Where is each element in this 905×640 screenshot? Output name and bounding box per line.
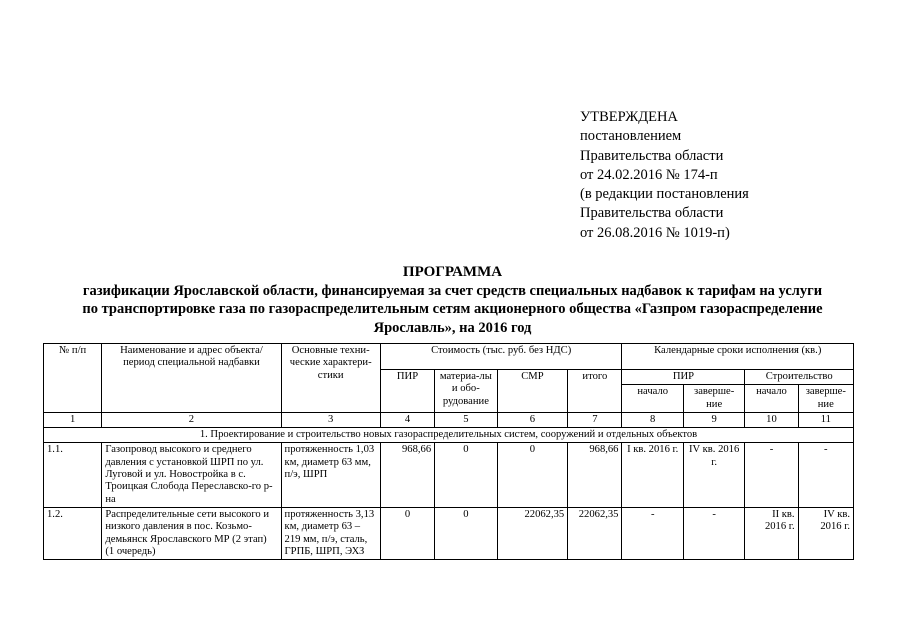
- column-number: 9: [683, 412, 744, 427]
- table-row: [44, 507, 854, 559]
- header-materials: материа-лы и обо-рудование: [435, 370, 497, 413]
- approval-line: от 24.02.2016 № 174-п: [580, 166, 718, 183]
- approval-line: Правительства области: [580, 147, 724, 164]
- header-pir-start: начало: [622, 385, 683, 413]
- header-total: итого: [568, 370, 622, 413]
- row-name: Газопровод высокого и среднего давления с установкой ШРП по ул. Луговой и ул. Новостройка в с. Троицкая Слобода Переславско-го р-на: [102, 443, 281, 507]
- row-total: 22062,35: [568, 507, 622, 559]
- header-num: № п/п: [44, 344, 102, 413]
- column-number: 8: [622, 412, 683, 427]
- program-table: [43, 343, 854, 560]
- column-number: 5: [435, 412, 497, 427]
- document-title: [40, 263, 865, 337]
- header-construction-group: Строительство: [745, 370, 854, 385]
- header-name: Наименование и адрес объекта/ период специальной надбавки: [102, 344, 281, 413]
- title-subline: по транспортировке газа по газораспределительным сетям акционерного общества «Газпром газораспределение: [82, 301, 823, 317]
- column-number: 10: [745, 412, 798, 427]
- row-materials: 0: [435, 507, 497, 559]
- row-construction-end: -: [798, 443, 853, 507]
- header-characteristics: Основные техни-ческие характери-стики: [281, 344, 380, 413]
- row-characteristics: протяженность 1,03 км, диаметр 63 мм, п/э, ШРП: [281, 443, 380, 507]
- row-smr: 0: [497, 443, 568, 507]
- row-pir-start: -: [622, 507, 683, 559]
- approval-line: от 26.08.2016 № 1019-п): [580, 224, 730, 241]
- header-construction-end: заверше-ние: [798, 385, 853, 413]
- header-pir-group: ПИР: [622, 370, 745, 385]
- title-subline: газификации Ярославской области, финансируемая за счет средств специальных надбавок к тарифам на услуги: [82, 282, 823, 299]
- column-number: 11: [798, 412, 853, 427]
- section-title: 1. Проектирование и строительство новых газораспределительных систем, сооружений и отдельных объектов: [44, 428, 854, 443]
- approval-line: (в редакции постановления: [580, 186, 749, 203]
- row-materials: 0: [435, 443, 497, 507]
- column-number: 1: [44, 412, 102, 427]
- column-number: 4: [380, 412, 434, 427]
- row-characteristics: протяженность 3,13 км, диаметр 63 – 219 мм, п/э, сталь, ГРПБ, ШРП, ЭХЗ: [281, 507, 380, 559]
- approval-block: [580, 108, 749, 243]
- row-total: 968,66: [568, 443, 622, 507]
- approval-line: постановлением: [580, 128, 682, 145]
- column-number: 3: [281, 412, 380, 427]
- row-pir: 968,66: [380, 443, 434, 507]
- row-construction-start: II кв. 2016 г.: [745, 507, 798, 559]
- column-number-row: [44, 412, 854, 427]
- column-number: 6: [497, 412, 568, 427]
- column-number: 7: [568, 412, 622, 427]
- approval-line: УТВЕРЖДЕНА: [580, 109, 678, 125]
- header-pir: ПИР: [380, 370, 434, 413]
- column-number: 2: [102, 412, 281, 427]
- row-name: Распределительные сети высокого и низкого давления в пос. Козьмо-демьянск Ярославского МР (2 этап) (1 очередь): [102, 507, 281, 559]
- title-main: ПРОГРАММА: [402, 264, 503, 280]
- row-num: 1.2.: [44, 507, 102, 559]
- table-row: [44, 443, 854, 507]
- row-construction-end: IV кв. 2016 г.: [798, 507, 853, 559]
- row-pir-start: I кв. 2016 г.: [622, 443, 683, 507]
- section-row: [44, 428, 854, 443]
- row-pir-end: IV кв. 2016 г.: [683, 443, 744, 507]
- row-pir: 0: [380, 507, 434, 559]
- title-subline: Ярославль», на 2016 год: [373, 319, 532, 336]
- header-smr: СМР: [497, 370, 568, 413]
- header-cost-group: Стоимость (тыс. руб. без НДС): [380, 344, 622, 370]
- row-pir-end: -: [683, 507, 744, 559]
- header-schedule-group: Календарные сроки исполнения (кв.): [622, 344, 854, 370]
- header-pir-end: заверше-ние: [683, 385, 744, 413]
- row-construction-start: -: [745, 443, 798, 507]
- approval-line: Правительства области: [580, 205, 724, 222]
- row-smr: 22062,35: [497, 507, 568, 559]
- header-construction-start: начало: [745, 385, 798, 413]
- row-num: 1.1.: [44, 443, 102, 507]
